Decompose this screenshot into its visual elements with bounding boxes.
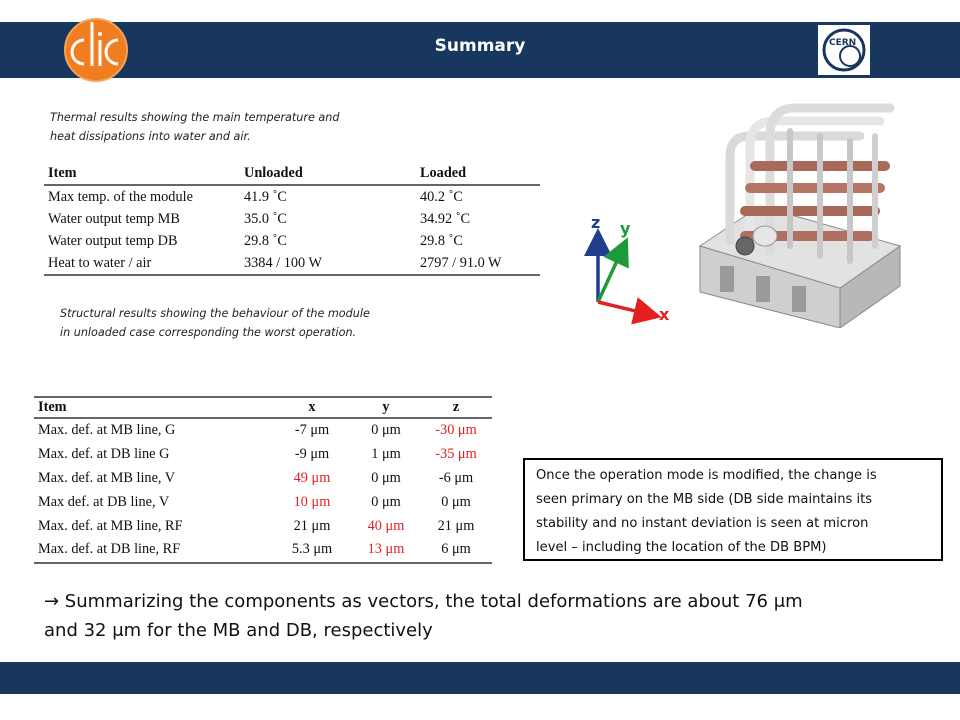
table-cell: 40.2 ˚C [420,189,463,205]
note-line: level – including the location of the DB BPM) [536,540,827,555]
table-cell: -7 μm [294,422,330,439]
operation-mode-note [523,458,943,561]
table-row [34,490,492,514]
table-row [34,514,492,538]
column-header: Unloaded [240,163,416,185]
table-cell-highlighted: -35 μm [435,446,477,463]
table-cell: 41.9 ˚C [244,189,287,205]
column-header: Item [34,397,272,418]
clic-logo [62,16,130,82]
structural-caption [60,304,370,342]
x-axis-label: x [659,305,670,324]
table-cell: 2797 / 91.0 W [416,252,540,275]
table-cell-highlighted: 10 μm [293,493,331,510]
column-header: Loaded [416,163,540,185]
structural-caption-line: in unloaded case corresponding the worst operation. [60,326,357,339]
table-cell: 0 μm [371,493,401,510]
table-cell-highlighted: -30 μm [435,422,477,439]
x-axis-arrow [598,302,648,314]
z-axis-label: z [591,213,601,232]
table-row [34,443,492,467]
conclusion-line: and 32 μm for the MB and DB, respectively [44,620,433,641]
table-row [44,252,540,275]
table-header-row [44,163,540,185]
table-row [34,418,492,443]
slide-title: Summary [434,36,526,56]
coordinate-axes [580,206,690,326]
module-3d-render [690,96,910,328]
table-cell-highlighted: 13 μm [352,538,420,563]
table-cell: Water output temp MB [48,211,180,227]
thermal-caption-line: Thermal results showing the main temperature and [50,111,340,124]
table-cell: -9 μm [294,446,330,463]
table-cell: 21 μm [293,517,331,534]
table-cell: Max. def. at MB line, G [38,422,176,439]
table-cell: 34.92 ˚C [420,211,471,227]
note-line: Once the operation mode is modified, the change is [536,468,877,483]
table-cell: 35.0 ˚C [244,211,287,227]
column-header: Item [44,163,240,185]
table-cell: 29.8 ˚C [244,233,287,249]
table-cell: 6 μm [420,538,492,563]
column-header: z [420,397,492,418]
conclusion-line: → Summarizing the components as vectors, the total deformations are about 76 μm [44,591,803,612]
table-cell: 3384 / 100 W [240,252,416,275]
thermal-caption [50,108,339,146]
table-cell: Max temp. of the module [48,189,193,205]
summary-conclusion [44,587,924,645]
table-cell-highlighted: 40 μm [367,517,405,534]
table-cell: Max. def. at MB line, RF [38,517,183,534]
note-line: seen primary on the MB side (DB side maintains its [536,492,873,507]
table-cell-highlighted: 49 μm [293,469,331,486]
table-cell: 0 μm [371,469,401,486]
table-cell: 1 μm [371,446,401,463]
column-header: y [352,397,420,418]
column-header: x [272,397,352,418]
table-cell: Max. def. at DB line, RF [34,538,272,563]
table-cell: 5.3 μm [272,538,352,563]
table-row [44,208,540,230]
structural-results-table [34,396,492,564]
thermal-caption-line: heat dissipations into water and air. [50,130,251,143]
note-line: stability and no instant deviation is seen at micron [536,516,869,531]
table-cell: -6 μm [438,469,474,486]
table-cell: Water output temp DB [48,233,178,249]
structural-caption-line: Structural results showing the behaviour of the module [60,307,370,320]
y-axis-label: y [620,219,631,238]
table-row [34,538,492,563]
table-cell: 21 μm [437,517,475,534]
table-cell: 0 μm [371,422,401,439]
table-cell: Max. def. at DB line G [38,446,170,463]
table-cell: Max. def. at MB line, V [38,469,176,486]
table-cell: 29.8 ˚C [420,233,463,249]
cern-logo [816,23,872,77]
table-row [44,230,540,252]
table-cell: 0 μm [441,493,471,510]
table-row [34,467,492,491]
thermal-results-table [44,163,540,276]
table-cell: Heat to water / air [44,252,240,275]
cern-logo-text: CERN [829,38,857,48]
y-axis-arrow [598,250,622,302]
table-header-row [34,397,492,418]
footer-banner [0,662,960,694]
table-row [44,185,540,208]
table-cell: Max def. at DB line, V [38,493,170,510]
